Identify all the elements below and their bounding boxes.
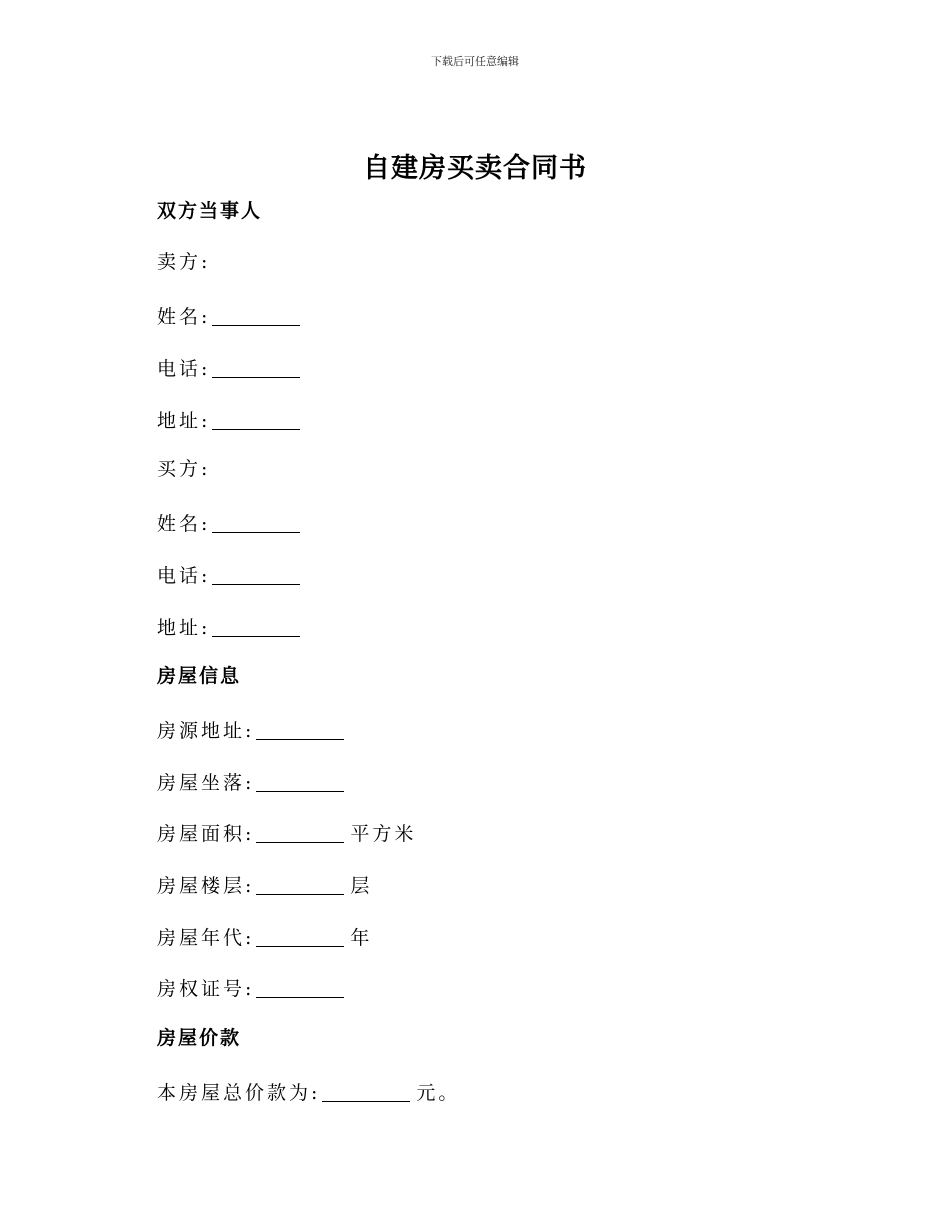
buyer-address-blank[interactable] [212, 614, 300, 637]
house-address-label: 房源地址: [157, 720, 255, 742]
price-total-blank[interactable] [322, 1079, 410, 1102]
house-year-label: 房屋年代: [157, 927, 255, 949]
buyer-label: 买方: [157, 458, 211, 480]
seller-address-label: 地址: [157, 410, 211, 432]
buyer-name-row [157, 507, 306, 535]
section-heading-house: 房屋信息 [157, 665, 242, 687]
house-deed-blank[interactable] [256, 975, 344, 998]
buyer-address-row [157, 611, 306, 639]
house-year-unit: 年 [350, 927, 373, 949]
price-total-row [157, 1076, 460, 1104]
house-location-blank[interactable] [256, 769, 344, 792]
seller-address-blank[interactable] [212, 407, 300, 430]
house-floor-unit: 层 [350, 875, 373, 897]
house-area-row [157, 817, 416, 845]
house-address-row [157, 714, 350, 742]
seller-name-label: 姓名: [157, 306, 211, 328]
buyer-phone-label: 电话: [157, 565, 211, 587]
house-floor-row [157, 869, 372, 897]
buyer-name-blank[interactable] [212, 510, 300, 533]
seller-address-row [157, 404, 306, 432]
section-heading-parties: 双方当事人 [157, 200, 263, 222]
seller-phone-label: 电话: [157, 358, 211, 380]
seller-name-blank[interactable] [212, 303, 300, 326]
seller-phone-row [157, 352, 306, 380]
house-address-blank[interactable] [256, 717, 344, 740]
house-year-blank[interactable] [256, 924, 344, 947]
house-location-label: 房屋坐落: [157, 772, 255, 794]
header-note: 下载后可任意编辑 [431, 55, 519, 68]
section-heading-price: 房屋价款 [157, 1027, 242, 1049]
house-location-row [157, 766, 350, 794]
house-year-row [157, 921, 372, 949]
house-area-unit: 平方米 [350, 823, 417, 845]
house-area-label: 房屋面积: [157, 823, 255, 845]
house-deed-row [157, 972, 350, 1000]
price-total-label: 本房屋总价款为: [157, 1082, 321, 1104]
buyer-name-label: 姓名: [157, 513, 211, 535]
seller-name-row [157, 300, 306, 328]
seller-label: 卖方: [157, 251, 211, 273]
house-floor-blank[interactable] [256, 872, 344, 895]
price-total-unit: 元。 [416, 1082, 461, 1104]
house-deed-label: 房权证号: [157, 978, 255, 1000]
house-floor-label: 房屋楼层: [157, 875, 255, 897]
buyer-phone-blank[interactable] [212, 562, 300, 585]
buyer-address-label: 地址: [157, 617, 211, 639]
document-title: 自建房买卖合同书 [363, 153, 587, 184]
house-area-blank[interactable] [256, 820, 344, 843]
seller-phone-blank[interactable] [212, 355, 300, 378]
buyer-phone-row [157, 559, 306, 587]
